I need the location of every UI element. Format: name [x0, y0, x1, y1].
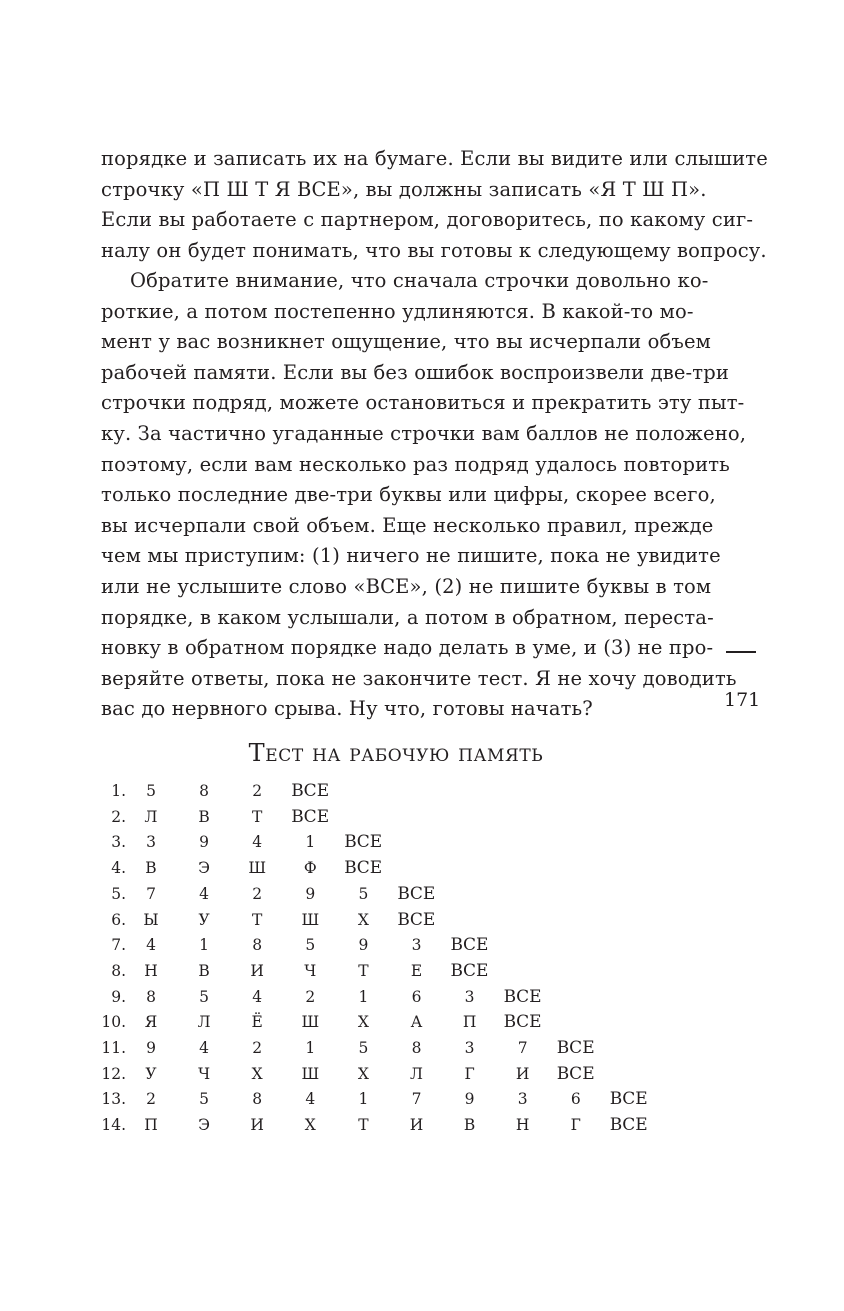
test-item: В: [198, 807, 210, 826]
end-word: ВСЕ: [344, 832, 383, 853]
test-item: Л: [197, 1013, 211, 1032]
test-item: 3: [464, 1039, 475, 1057]
page-number: 171: [724, 689, 761, 711]
test-item: Ш: [248, 859, 267, 878]
test-item: Л: [144, 807, 158, 826]
test-item: Т: [252, 910, 263, 929]
test-item: 9: [146, 1039, 156, 1057]
test-item: 1: [358, 987, 369, 1006]
test-item: 7: [411, 1090, 422, 1109]
end-word: ВСЕ: [503, 986, 542, 1007]
test-item: Т: [358, 1116, 369, 1135]
text-line: мент у вас возникнет ощущение, что вы исчерпали объем: [101, 330, 711, 354]
row-number: 7.: [111, 936, 126, 955]
test-item: Ш: [301, 1064, 320, 1083]
test-item: 5: [146, 782, 156, 800]
test-item: 3: [411, 936, 422, 955]
test-item: Г: [570, 1116, 581, 1135]
end-word: ВСЕ: [450, 960, 489, 981]
test-item: 1: [199, 936, 210, 955]
end-word: ВСЕ: [450, 935, 489, 956]
page-number-rule: [726, 651, 756, 653]
end-word: ВСЕ: [609, 1089, 648, 1110]
row-number: 4.: [111, 859, 126, 878]
test-item: Ш: [301, 910, 320, 929]
test-item: 4: [199, 1039, 210, 1057]
test-item: 7: [517, 1039, 528, 1057]
test-item: Г: [464, 1064, 475, 1083]
section-title: Тест на рабочую память: [248, 739, 544, 767]
test-item: Т: [358, 961, 369, 980]
test-item: Э: [198, 859, 211, 878]
end-word: ВСЕ: [397, 909, 436, 930]
end-word: ВСЕ: [291, 806, 330, 827]
row-number: 5.: [111, 884, 126, 903]
test-item: 8: [252, 1090, 263, 1109]
text-line: Если вы работаете с партнером, договоритесь, по какому сиг-: [101, 208, 754, 232]
test-item: Н: [144, 961, 158, 980]
test-item: Х: [357, 1013, 369, 1032]
test-item: Х: [357, 910, 369, 929]
test-item: Ч: [198, 1064, 211, 1083]
test-item: В: [145, 859, 157, 878]
text-line: порядке, в каком услышали, а потом в обратном, переста-: [101, 605, 714, 629]
row-number: 1.: [111, 782, 126, 800]
test-item: 8: [146, 987, 156, 1006]
text-line: или не услышите слово «ВСЕ», (2) не пишите буквы в том: [101, 574, 712, 598]
test-item: Ф: [303, 859, 317, 878]
text-line: вы исчерпали свой объем. Еще несколько правил, прежде: [101, 513, 714, 537]
text-line: строчку «П Ш Т Я ВСЕ», вы должны записать «Я Т Ш П».: [101, 177, 707, 201]
row-number: 9.: [111, 987, 126, 1006]
row-number: 13.: [101, 1090, 126, 1109]
test-item: 9: [358, 936, 369, 955]
test-item: 1: [358, 1090, 369, 1109]
text-line: роткие, а потом постепенно удлиняются. В какой-то мо-: [101, 299, 694, 323]
test-item: Х: [251, 1064, 263, 1083]
test-item: 5: [358, 1039, 369, 1057]
test-item: 5: [358, 884, 369, 903]
end-word: ВСЕ: [556, 1063, 595, 1084]
test-item: Ш: [301, 1013, 320, 1032]
text-line: строчки подряд, можете остановиться и прекратить эту пыт-: [101, 391, 745, 415]
row-number: 14.: [101, 1116, 126, 1135]
text-line: порядке и записать их на бумаге. Если вы видите или слышите: [101, 147, 768, 170]
test-item: В: [463, 1116, 476, 1135]
end-word: ВСЕ: [291, 781, 330, 801]
test-item: Х: [357, 1064, 369, 1083]
test-item: Э: [198, 1116, 211, 1135]
test-item: И: [250, 961, 264, 980]
test-item: 4: [252, 833, 263, 852]
test-item: У: [198, 910, 210, 929]
test-item: 7: [146, 884, 156, 903]
row-number: 3.: [111, 833, 126, 852]
text-line: чем мы приступим: (1) ничего не пишите, пока не увидите: [101, 544, 721, 568]
end-word: ВСЕ: [556, 1038, 595, 1058]
test-item: 2: [146, 1090, 156, 1109]
test-item: 4: [146, 936, 156, 955]
test-item: Л: [410, 1064, 423, 1083]
text-line: вас до нервного срыва. Ну что, готовы начать?: [101, 697, 593, 721]
test-item: 9: [199, 833, 210, 852]
row-number: 12.: [101, 1064, 126, 1083]
row-number: 6.: [111, 910, 126, 929]
test-item: 3: [517, 1090, 528, 1109]
text-line: веряйте ответы, пока не закончите тест. Я не хочу доводить: [101, 666, 737, 690]
test-item: У: [145, 1064, 157, 1083]
test-item: Ы: [143, 910, 159, 929]
text-line: Обратите внимание, что сначала строчки довольно ко-: [130, 269, 709, 292]
test-item: В: [198, 961, 210, 980]
test-item: 6: [411, 987, 422, 1006]
test-item: П: [462, 1013, 477, 1032]
text-line: ку. За частично угаданные строчки вам баллов не положено,: [101, 421, 747, 445]
test-item: 2: [305, 987, 316, 1006]
test-item: Х: [304, 1116, 316, 1135]
text-line: рабочей памяти. Если вы без ошибок воспроизвели две-три: [101, 360, 729, 384]
row-number: 10.: [101, 1013, 126, 1032]
row-number: 8.: [111, 961, 126, 980]
test-item: 3: [464, 987, 475, 1006]
end-word: ВСЕ: [609, 1115, 648, 1136]
test-item: И: [409, 1116, 424, 1135]
test-item: Т: [252, 807, 263, 826]
test-item: 2: [252, 1039, 263, 1057]
test-item: 8: [252, 936, 263, 955]
intro-paragraph: [101, 144, 768, 266]
test-item: 4: [252, 987, 263, 1006]
test-item: 4: [305, 1090, 316, 1109]
text-line: налу он будет понимать, что вы готовы к следующему вопросу.: [101, 238, 767, 262]
test-item: 3: [146, 833, 156, 852]
test-item: 1: [305, 833, 316, 852]
test-item: 1: [305, 1039, 316, 1057]
row-number: 11.: [101, 1039, 126, 1057]
test-item: Н: [515, 1116, 530, 1135]
text-line: только последние две-три буквы или цифры, скорее всего,: [101, 483, 716, 507]
end-word: ВСЕ: [397, 883, 436, 904]
test-item: 5: [199, 1090, 210, 1109]
test-item: Я: [144, 1013, 158, 1032]
test-item: 2: [252, 884, 263, 903]
test-item: 4: [199, 884, 210, 903]
test-item: П: [144, 1116, 158, 1135]
test-item: 2: [252, 782, 263, 800]
end-word: ВСЕ: [503, 1012, 542, 1033]
end-word: ВСЕ: [344, 858, 383, 879]
test-item: 8: [411, 1039, 422, 1057]
test-item: 9: [305, 884, 316, 903]
text-line: поэтому, если вам несколько раз подряд удалось повторить: [101, 452, 730, 476]
test-item: 8: [199, 782, 210, 800]
row-number: 2.: [111, 807, 126, 826]
test-item: А: [410, 1013, 423, 1032]
test-item: 6: [570, 1090, 581, 1109]
text-line: новку в обратном порядке надо делать в уме, и (3) не про-: [101, 636, 714, 660]
test-item: 5: [199, 987, 210, 1006]
test-item: Ч: [304, 961, 317, 980]
test-item: И: [250, 1116, 264, 1135]
test-item: И: [515, 1064, 530, 1083]
test-item: 5: [305, 936, 316, 955]
test-item: 9: [464, 1090, 475, 1109]
test-item: Е: [410, 961, 423, 980]
test-item: Ё: [251, 1013, 263, 1032]
